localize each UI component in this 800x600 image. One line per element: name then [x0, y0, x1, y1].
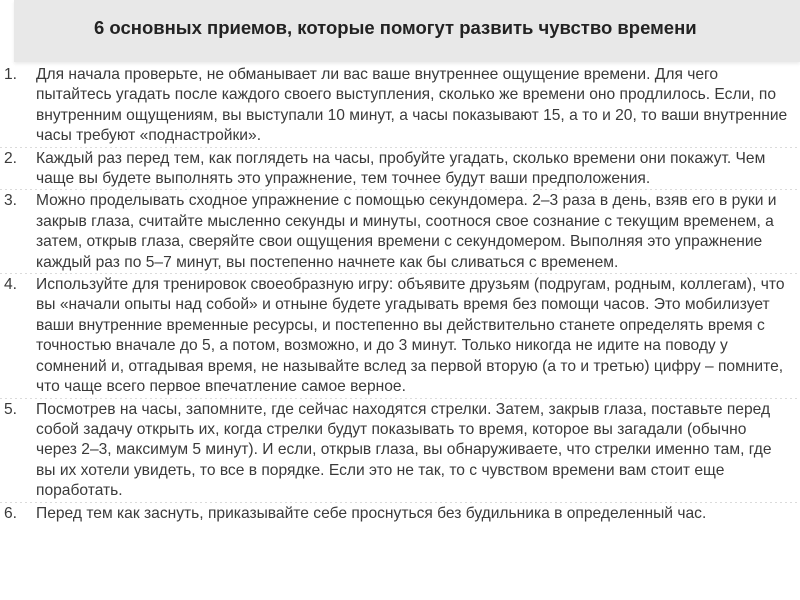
list-item-text: Можно проделывать сходное упражнение с помощью секундомера. 2–3 раза в день, взяв его в руки и закрыв глаза, считайте мысленно секунды и минуты, соотнося свое сознание с текущим временем, а затем, открыв глаза, сверяйте свои ощущения времени с секундомером. Выполняя это упражнение каждый раз по 5–7 минут, вы постепенно начнете как бы сливаться с временем. [36, 192, 777, 271]
list-item-3 [0, 191, 800, 273]
list-item-6 [0, 504, 800, 524]
divider [0, 398, 800, 399]
list-item-text: Перед тем как заснуть, приказывайте себе проснуться без будильника в определенный час. [36, 504, 707, 522]
list-item-number: 3. [4, 192, 18, 210]
divider [0, 273, 800, 274]
divider [0, 502, 800, 503]
divider [0, 189, 800, 190]
list-item-text: Каждый раз перед тем, как поглядеть на часы, пробуйте угадать, сколько времени они покажут. Чем чаще вы будете выполнять это упражнение, тем точнее будут ваши предположения. [36, 149, 766, 188]
divider [0, 147, 800, 148]
list-item-number: 6. [4, 504, 18, 522]
list-item-text: Посмотрев на часы, запомните, где сейчас находятся стрелки. Затем, закрыв глаза, поставьте перед собой задачу открыть их, когда стрелки будут показывать то время, которое вы загадали (обычно через 2–3, максимум 5 минут). И если, открыв глаза, вы обнаруживаете, что стрелки именно там, где вы их хотели увидеть, то все в порядке. Если это не так, то с чувством времени вам стоит еще поработать. [36, 400, 772, 500]
list-item-1 [0, 65, 800, 147]
list-item-number: 4. [4, 276, 18, 294]
list-item-number: 2. [4, 149, 18, 167]
list-item-text: Используйте для тренировок своеобразную игру: объявите друзьям (подругам, родным, коллегам), что вы «начали опыты над собой» и отныне будете угадывать время без помощи часов. Это мобилизует ваши внутренние временные ресурсы, и постепенно вы действительно станете определять время с точностью вначале до 5, а потом, возможно, и до 3 минут. Только никогда не идите на поводу у сомнений и, отгадывая время, не называйте вслед за первой вторую (а то и третью) цифру – помните, что чаще всего первое впечатление самое верное. [36, 276, 785, 396]
title-bar [14, 0, 800, 62]
list-item-4 [0, 275, 800, 397]
tips-list [0, 65, 800, 524]
list-item-number: 1. [4, 66, 18, 83]
list-item-number: 5. [4, 400, 18, 418]
list-item-text: Для начала проверьте, не обманывает ли вас ваше внутреннее ощущение времени. Для чего пытайтесь угадать после каждого своего выступления, сколько же времени оно продлилось. Если, по внутренним ощущениям, вы выступали 10 минут, а часы показывают 15, а то и 20, то ваши внутренние часы требуют «поднастройки». [36, 66, 788, 145]
list-item-2 [0, 149, 800, 190]
list-item-5 [0, 400, 800, 502]
page-title: 6 основных приемов, которые помогут развить чувство времени [94, 17, 697, 38]
